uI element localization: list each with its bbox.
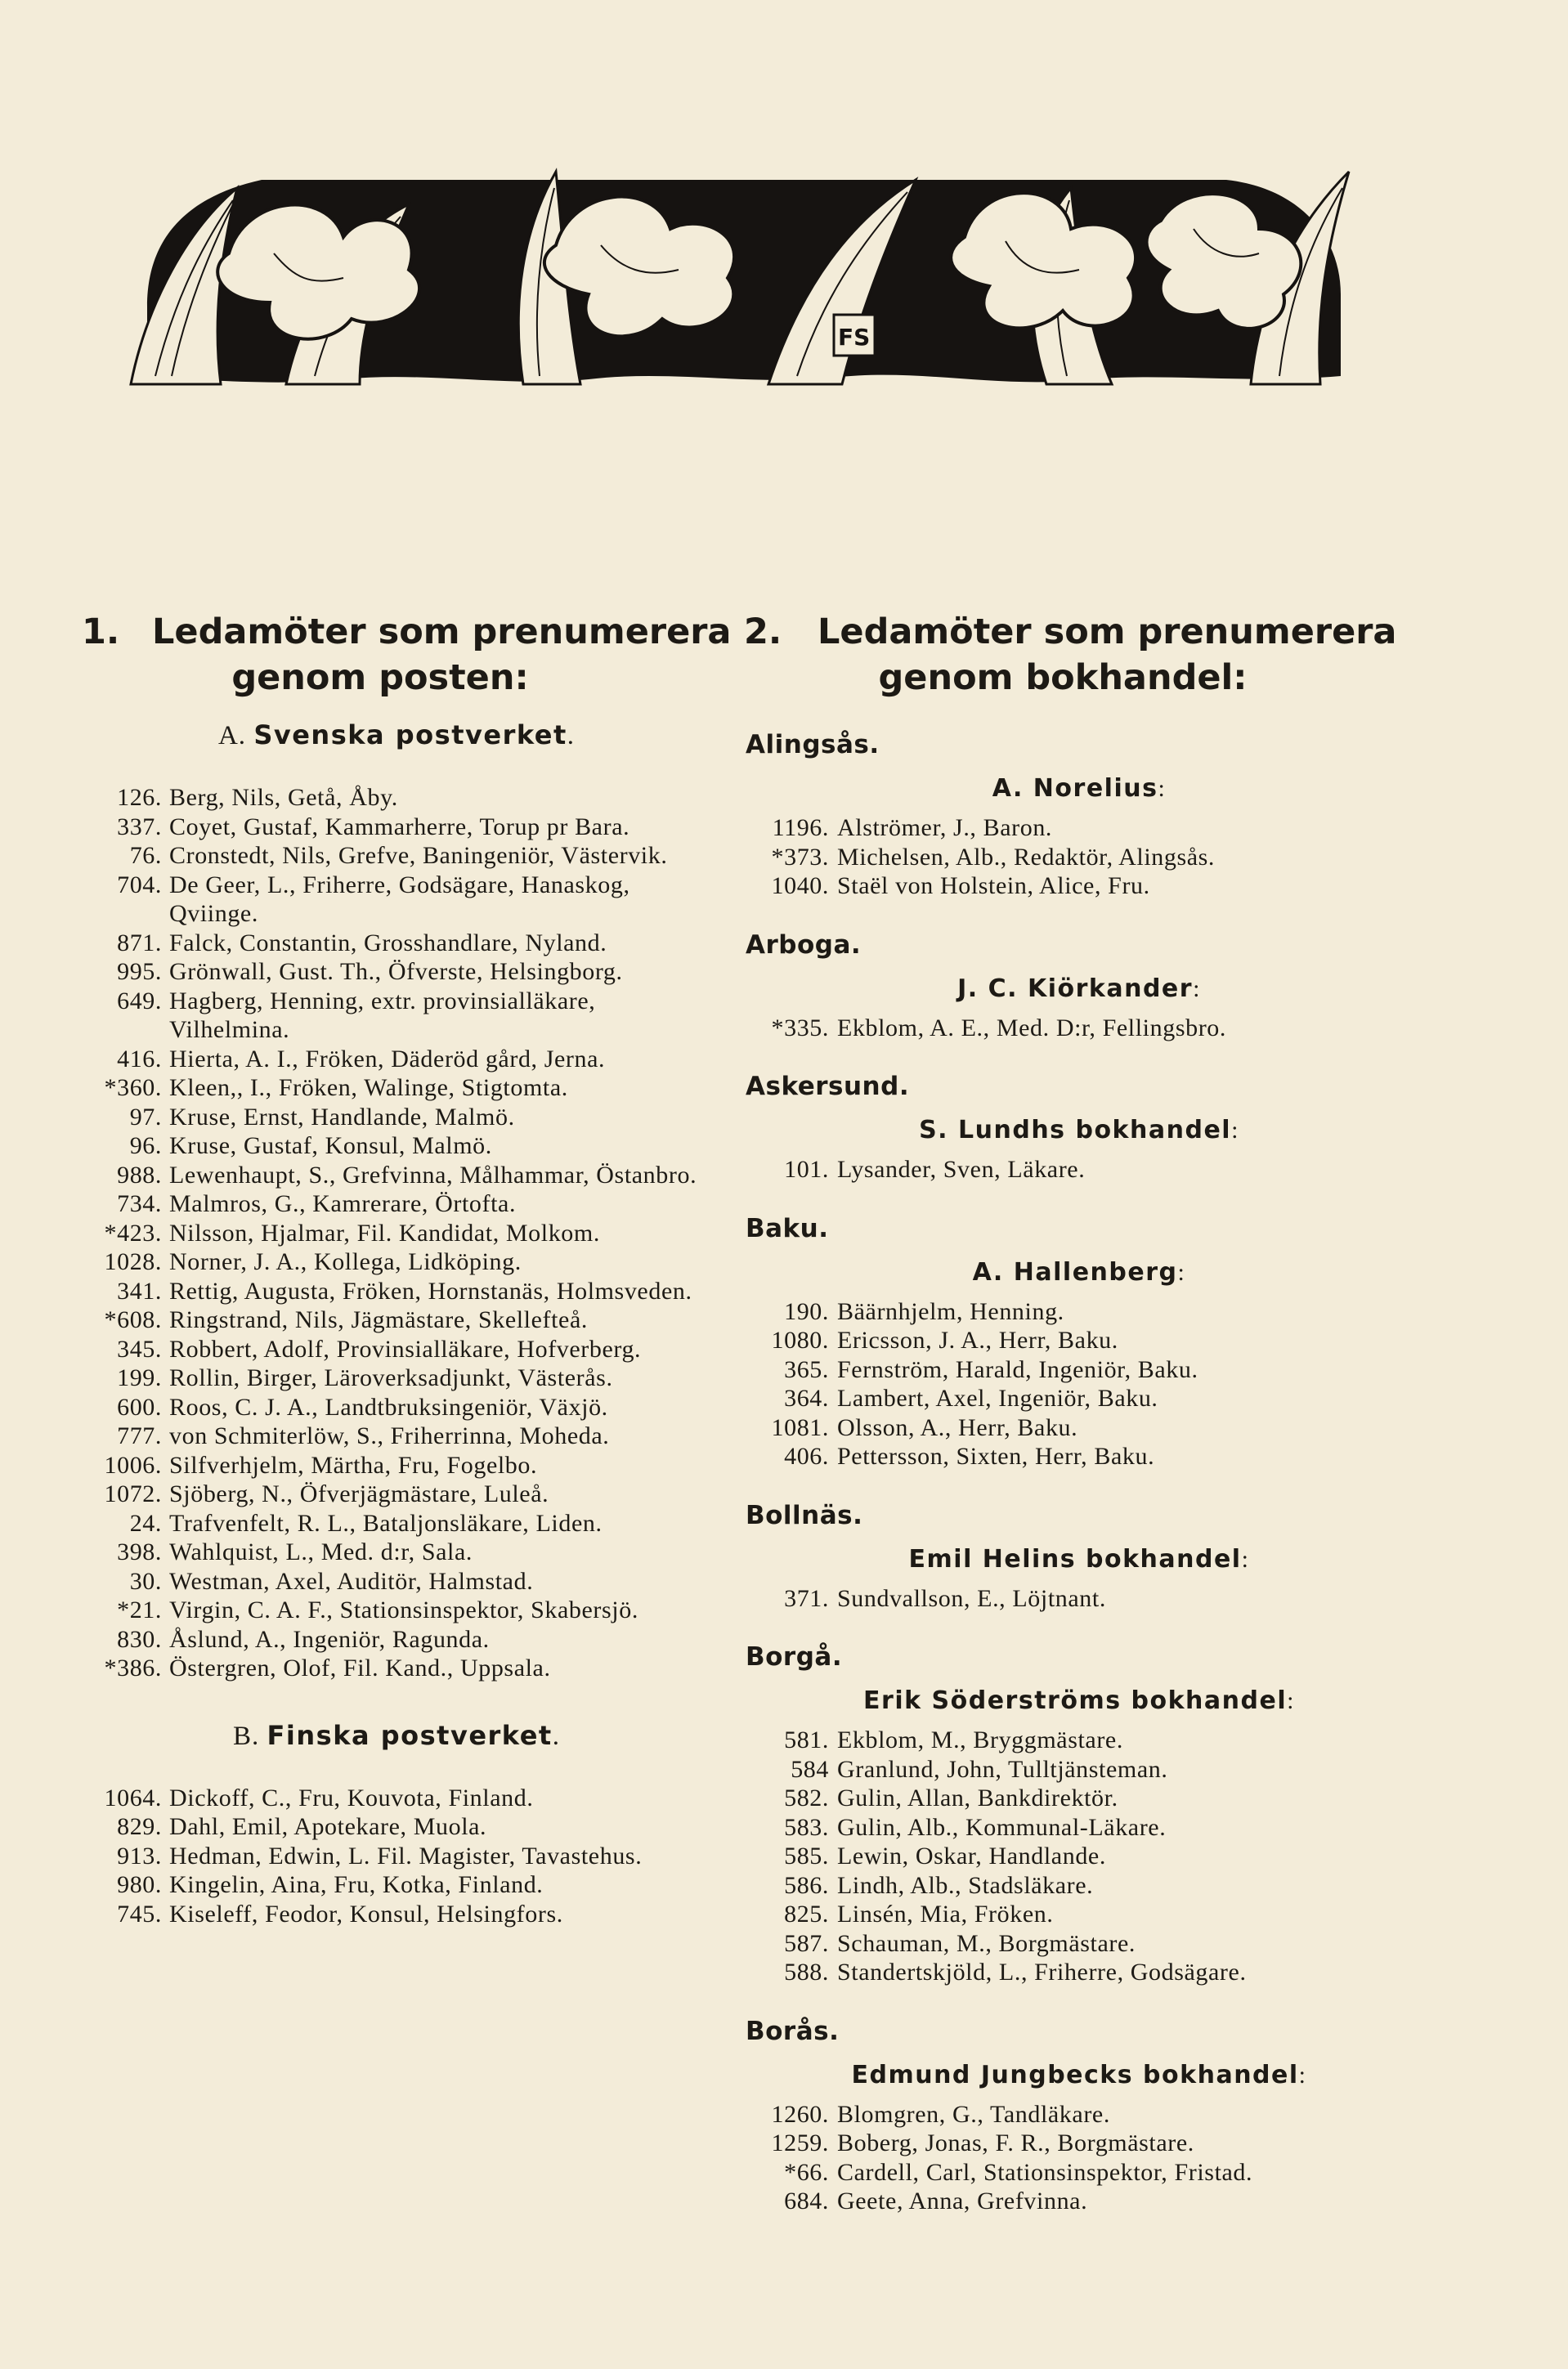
member-entry <box>744 1755 1414 1785</box>
member-number: 1081. <box>771 1413 829 1441</box>
member-details: Rollin, Birger, Läroverksadjunkt, Västerås. <box>169 1364 613 1391</box>
member-number: 704. <box>117 871 162 898</box>
member-number: 825. <box>784 1901 829 1928</box>
member-number: 101. <box>784 1156 829 1183</box>
member-number: 345. <box>117 1335 162 1363</box>
member-details: Roos, C. J. A., Landtbruksingeniör, Växjö. <box>169 1393 608 1421</box>
member-number: 600. <box>117 1393 162 1421</box>
member-number: 734. <box>117 1190 162 1217</box>
city-heading: Arboga. <box>746 929 862 960</box>
member-entry <box>82 1654 711 1683</box>
member-details: Kleen,, I., Fröken, Walinge, Stigtomta. <box>169 1074 568 1101</box>
member-entry <box>82 1625 711 1655</box>
member-number: *21. <box>117 1596 162 1623</box>
member-details: Dickoff, C., Fru, Kouvota, Finland. <box>169 1784 534 1811</box>
member-entry <box>744 1355 1414 1385</box>
city-heading: Bollnäs. <box>746 1500 863 1530</box>
member-number: 1072. <box>104 1480 162 1507</box>
postverk-letter: A. <box>217 721 247 750</box>
member-entry <box>82 1567 711 1596</box>
bookshop-colon: : <box>1241 1545 1250 1573</box>
member-details: Geete, Anna, Grefvinna. <box>837 2188 1088 2214</box>
city-heading: Baku. <box>746 1213 829 1243</box>
member-details: Cronstedt, Nils, Grefve, Baningeniör, Västervik. <box>169 842 668 869</box>
member-entry <box>744 1014 1414 1043</box>
member-number: 684. <box>784 2188 829 2214</box>
member-number: 416. <box>117 1045 162 1073</box>
member-entry <box>82 1247 711 1277</box>
bookshop-colon: : <box>1298 2061 1307 2089</box>
section-heading-line1: Ledamöter som prenumerera <box>152 611 732 652</box>
member-number: 584 <box>791 1755 829 1783</box>
bookshop-name <box>744 1543 1414 1576</box>
bookshop-label: A. Hallenberg <box>972 1257 1178 1287</box>
member-details: Grönwall, Gust. Th., Öfverste, Helsingborg. <box>169 958 623 985</box>
member-details: Olsson, A., Herr, Baku. <box>837 1413 1078 1441</box>
member-number: 980. <box>117 1871 162 1898</box>
member-number: 588. <box>784 1959 829 1986</box>
member-details: Trafvenfelt, R. L., Bataljonsläkare, Liden. <box>169 1509 603 1537</box>
member-details: Kruse, Ernst, Handlande, Malmö. <box>169 1103 515 1131</box>
member-entry <box>744 1871 1414 1901</box>
member-details: Michelsen, Alb., Redaktör, Alingsås. <box>837 843 1216 871</box>
member-number: 341. <box>117 1277 162 1305</box>
member-entry <box>744 1813 1414 1843</box>
member-number: *335. <box>771 1014 829 1041</box>
section-number: 2. <box>744 611 782 652</box>
member-details: Silfverhjelm, Märtha, Fru, Fogelbo. <box>169 1451 538 1479</box>
member-number: 76. <box>129 842 162 869</box>
member-number: *386. <box>104 1655 162 1682</box>
member-number: 830. <box>117 1625 162 1653</box>
bookshop-colon: : <box>1193 974 1201 1002</box>
member-number: 406. <box>784 1443 829 1470</box>
member-entry <box>82 1509 711 1538</box>
member-number: 1080. <box>771 1327 829 1354</box>
bookshop-name <box>744 2059 1414 2092</box>
bookshop-name <box>744 973 1414 1005</box>
member-number: 913. <box>117 1842 162 1870</box>
member-entry <box>82 1596 711 1625</box>
section-heading-line1: Ledamöter som prenumerera <box>818 611 1397 652</box>
member-entry <box>744 2187 1414 2216</box>
member-details: Schauman, M., Borgmästare. <box>837 1929 1136 1957</box>
member-details: Ringstrand, Nils, Jägmästare, Skellefteå. <box>169 1306 588 1333</box>
member-details: Granlund, John, Tulltjänsteman. <box>837 1755 1168 1783</box>
member-entry <box>82 1189 711 1219</box>
city-heading: Alingsås. <box>746 730 880 759</box>
bookshop-label: Erik Söderströms bokhandel <box>863 1686 1288 1715</box>
member-number: 829. <box>117 1813 162 1840</box>
member-entry <box>82 841 711 871</box>
member-entry <box>744 1900 1414 1929</box>
member-entry <box>744 813 1414 843</box>
member-entry <box>744 2158 1414 2188</box>
member-entry <box>82 813 711 842</box>
bookshop-colon: : <box>1177 1258 1186 1286</box>
member-entry <box>744 1726 1414 1755</box>
section-number: 1. <box>82 611 120 652</box>
member-details: Cardell, Carl, Stationsinspektor, Fristad. <box>837 2158 1253 2186</box>
member-entry <box>744 1297 1414 1327</box>
member-number: 24. <box>129 1509 162 1537</box>
member-details: Coyet, Gustaf, Kammarherre, Torup pr Bara. <box>169 813 630 840</box>
member-entry <box>744 1584 1414 1614</box>
bookshop-name <box>744 1256 1414 1289</box>
member-entry <box>82 1161 711 1190</box>
bookshop-cities <box>744 728 1414 2216</box>
postverk-groups <box>82 719 711 1928</box>
member-details: Lysander, Sven, Läkare. <box>837 1156 1086 1183</box>
member-number: 649. <box>117 987 162 1014</box>
member-number: 96. <box>129 1132 162 1159</box>
member-number: *608. <box>104 1306 162 1333</box>
member-entry <box>82 1045 711 1074</box>
member-details: Nilsson, Hjalmar, Fil. Kandidat, Molkom. <box>169 1219 600 1247</box>
member-number: *66. <box>784 2158 829 2186</box>
member-entry <box>82 1131 711 1161</box>
postverk-heading <box>82 1719 711 1753</box>
member-number: 995. <box>117 958 162 985</box>
member-details: Gulin, Alb., Kommunal-Läkare. <box>837 1813 1167 1841</box>
member-details: Berg, Nils, Getå, Åby. <box>169 784 398 811</box>
member-details: Pettersson, Sixten, Herr, Baku. <box>837 1443 1155 1470</box>
member-number: 365. <box>784 1355 829 1383</box>
member-number: 1259. <box>771 2129 829 2156</box>
bookshop-label: J. C. Kiörkander <box>957 974 1194 1003</box>
member-entry <box>82 1335 711 1364</box>
member-number: 585. <box>784 1843 829 1870</box>
member-entry <box>82 1393 711 1422</box>
member-entry <box>82 783 711 813</box>
iris-ornament-banner <box>98 139 1365 409</box>
member-entry <box>744 1842 1414 1871</box>
member-entry <box>82 1219 711 1248</box>
member-number: 97. <box>129 1103 162 1131</box>
section-title-post <box>82 609 732 701</box>
member-details: Standertskjöld, L., Friherre, Godsägare. <box>837 1959 1247 1986</box>
member-number: 581. <box>784 1726 829 1753</box>
member-entry <box>744 1784 1414 1813</box>
member-details: Hedman, Edwin, L. Fil. Magister, Tavastehus. <box>169 1842 643 1870</box>
ornament-monogram: FS <box>838 324 871 351</box>
member-entry <box>82 1900 711 1929</box>
member-entry <box>744 1326 1414 1355</box>
postverk-period: . <box>567 721 576 750</box>
section-heading-line2: genom bokhandel: <box>878 657 1248 698</box>
member-entry <box>82 929 711 958</box>
member-details: Staël von Holstein, Alice, Fru. <box>837 872 1150 899</box>
bookshop-name <box>744 772 1414 805</box>
member-details: Kingelin, Aina, Fru, Kotka, Finland. <box>169 1871 544 1898</box>
member-entry <box>82 987 711 1045</box>
member-details: Ekblom, A. E., Med. D:r, Fellingsbro. <box>837 1014 1226 1041</box>
member-entry <box>744 1929 1414 1959</box>
member-entry <box>82 1073 711 1103</box>
member-entry <box>744 1384 1414 1413</box>
member-number: 199. <box>117 1364 162 1391</box>
member-entry <box>744 1413 1414 1443</box>
city-heading: Borgå. <box>746 1642 843 1672</box>
member-entry <box>82 1277 711 1306</box>
right-column <box>744 609 1414 2216</box>
bookshop-label: Edmund Jungbecks bokhandel <box>851 2060 1299 2089</box>
member-details: Bäärnhjelm, Henning. <box>837 1297 1064 1325</box>
member-details: Falck, Constantin, Grosshandlare, Nyland. <box>169 929 607 956</box>
member-number: 1196. <box>772 814 829 841</box>
postverk-name: Finska postverket <box>267 1719 553 1751</box>
member-details: Kiseleff, Feodor, Konsul, Helsingfors. <box>169 1900 563 1928</box>
member-details: Hierta, A. I., Fröken, Däderöd gård, Jerna. <box>169 1045 606 1073</box>
member-details: Ekblom, M., Bryggmästare. <box>837 1726 1123 1753</box>
member-details: Hagberg, Henning, extr. provinsialläkare, Vilhelmina. <box>169 987 596 1043</box>
member-details: Alströmer, J., Baron. <box>837 814 1053 841</box>
member-details: von Schmiterlöw, S., Friherrinna, Moheda. <box>169 1422 610 1449</box>
member-number: *373. <box>771 843 829 871</box>
member-details: Rettig, Augusta, Fröken, Hornstanäs, Holmsveden. <box>169 1277 692 1305</box>
bookshop-colon: : <box>1287 1687 1295 1714</box>
member-details: Malmros, G., Kamrerare, Örtofta. <box>169 1190 517 1217</box>
postverk-period: . <box>552 1721 560 1751</box>
member-entry <box>82 1842 711 1871</box>
member-number: 1040. <box>771 872 829 899</box>
bookshop-name <box>744 1114 1414 1147</box>
member-entry <box>744 1155 1414 1184</box>
member-entry <box>744 871 1414 901</box>
member-details: Linsén, Mia, Fröken. <box>837 1901 1054 1928</box>
member-entry <box>82 1812 711 1842</box>
member-number: 371. <box>784 1584 829 1612</box>
member-details: Robbert, Adolf, Provinsialläkare, Hofverberg. <box>169 1335 642 1363</box>
member-details: Ericsson, J. A., Herr, Baku. <box>837 1327 1118 1354</box>
bookshop-colon: : <box>1231 1117 1239 1144</box>
postverk-heading <box>82 719 711 752</box>
member-entry <box>82 957 711 987</box>
member-entry <box>82 1422 711 1451</box>
member-entry <box>82 1480 711 1509</box>
bookshop-label: A. Norelius <box>992 774 1158 803</box>
member-number: 30. <box>129 1567 162 1595</box>
member-details: Wahlquist, L., Med. d:r, Sala. <box>169 1538 473 1565</box>
member-entry <box>82 1103 711 1132</box>
bookshop-name <box>744 1685 1414 1717</box>
postverk-name: Svenska postverket <box>253 719 567 750</box>
member-number: 398. <box>117 1538 162 1565</box>
member-number: 337. <box>117 813 162 840</box>
member-entry <box>744 2100 1414 2129</box>
member-number: 126. <box>117 784 162 811</box>
bookshop-label: S. Lundhs bokhandel <box>919 1116 1232 1144</box>
member-number: 364. <box>784 1385 829 1412</box>
member-details: Lambert, Axel, Ingeniör, Baku. <box>837 1385 1158 1412</box>
member-entry <box>82 1451 711 1480</box>
member-details: Sundvallson, E., Löjtnant. <box>837 1584 1106 1612</box>
member-details: Östergren, Olof, Fil. Kand., Uppsala. <box>169 1655 551 1682</box>
member-details: Kruse, Gustaf, Konsul, Malmö. <box>169 1132 492 1159</box>
member-entry <box>744 1442 1414 1471</box>
member-details: Gulin, Allan, Bankdirektör. <box>837 1785 1118 1811</box>
member-number: 587. <box>784 1929 829 1957</box>
member-details: Norner, J. A., Kollega, Lidköping. <box>169 1248 522 1275</box>
member-number: 988. <box>117 1161 162 1189</box>
member-number: 1028. <box>104 1248 162 1275</box>
member-details: Lindh, Alb., Stadsläkare. <box>837 1871 1094 1899</box>
member-entry <box>82 1538 711 1567</box>
bookshop-colon: : <box>1158 775 1167 802</box>
member-number: 871. <box>117 929 162 956</box>
member-entry <box>744 2129 1414 2158</box>
member-details: De Geer, L., Friherre, Godsägare, Hanaskog, Qviinge. <box>169 871 630 927</box>
member-details: Åslund, A., Ingeniör, Ragunda. <box>169 1625 490 1653</box>
member-number: 190. <box>784 1297 829 1325</box>
member-details: Virgin, C. A. F., Stationsinspektor, Skabersjö. <box>169 1596 638 1623</box>
section-title-bokhandel <box>744 609 1414 701</box>
section-heading-line2: genom posten: <box>231 657 529 698</box>
city-heading: Askersund. <box>746 1072 910 1101</box>
member-number: *423. <box>104 1219 162 1247</box>
member-entry <box>82 871 711 929</box>
member-details: Lewin, Oskar, Handlande. <box>837 1843 1106 1870</box>
city-heading: Borås. <box>746 2016 840 2046</box>
member-entry <box>744 1958 1414 1987</box>
member-number: 745. <box>117 1900 162 1928</box>
member-details: Lewenhaupt, S., Grefvinna, Målhammar, Östanbro. <box>169 1161 697 1189</box>
member-details: Boberg, Jonas, F. R., Borgmästare. <box>837 2129 1194 2156</box>
member-details: Westman, Axel, Auditör, Halmstad. <box>169 1567 534 1595</box>
member-entry <box>82 1784 711 1813</box>
left-column <box>82 609 732 1928</box>
bookshop-label: Emil Helins bokhandel <box>908 1544 1242 1574</box>
member-number: 1260. <box>771 2100 829 2128</box>
member-details: Sjöberg, N., Öfverjägmästare, Luleå. <box>169 1480 549 1507</box>
member-number: 582. <box>784 1785 829 1811</box>
member-number: 586. <box>784 1871 829 1899</box>
postverk-letter: B. <box>233 1721 260 1751</box>
member-details: Dahl, Emil, Apotekare, Muola. <box>169 1813 487 1840</box>
member-number: 1006. <box>104 1451 162 1479</box>
member-number: 777. <box>117 1422 162 1449</box>
member-number: 583. <box>784 1813 829 1841</box>
member-number: 1064. <box>104 1784 162 1811</box>
member-number: *360. <box>104 1074 162 1101</box>
member-details: Fernström, Harald, Ingeniör, Baku. <box>837 1355 1198 1383</box>
member-entry <box>744 843 1414 872</box>
member-entry <box>82 1364 711 1393</box>
member-entry <box>82 1870 711 1900</box>
member-details: Blomgren, G., Tandläkare. <box>837 2100 1110 2128</box>
member-entry <box>82 1305 711 1335</box>
